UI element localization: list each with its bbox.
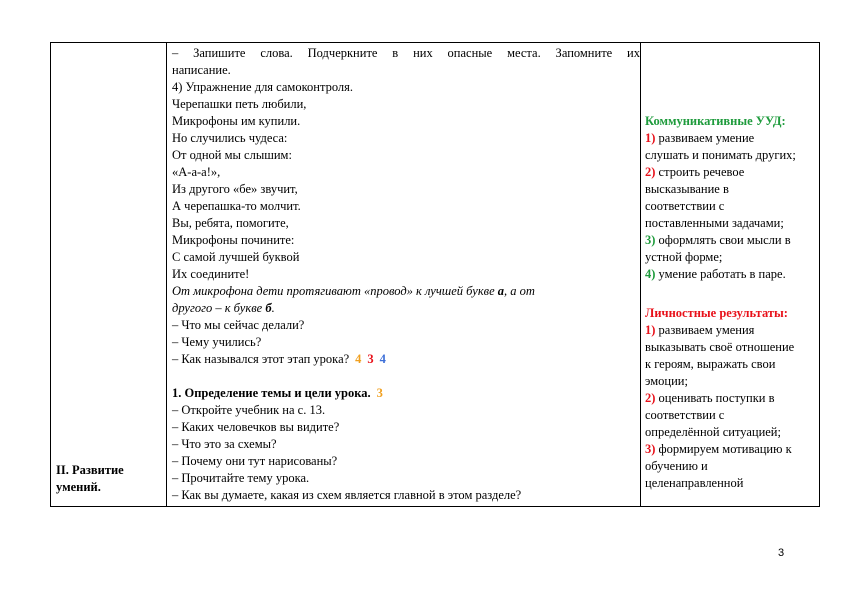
uud-item-line: выказывать своё отношение: [645, 340, 795, 354]
poem-line: Черепашки петь любили,: [172, 97, 307, 111]
text-line: написание.: [172, 63, 231, 77]
lesson-table: [50, 42, 820, 507]
uud-item: 2) строить речевое: [645, 165, 745, 179]
uud-item-line: целенаправленной: [645, 476, 744, 490]
communicative-uud-title: Коммуникативные УУД:: [645, 114, 786, 128]
question-line: – Прочитайте тему урока.: [172, 471, 310, 485]
uud-item: 1) развиваем умения: [645, 323, 755, 337]
question-line: – Почему они тут нарисованы?: [172, 454, 338, 468]
question-line: – Как назывался этот этап урока? 4 3 4: [172, 352, 386, 366]
uud-item: 1) развиваем умение: [645, 131, 755, 145]
rating-number: 3: [367, 352, 374, 366]
instruction-line: другого – к букве б.: [172, 301, 275, 315]
rating-number: 3: [376, 386, 383, 400]
stage-column: [56, 43, 166, 506]
poem-line: Но случились чудеса:: [172, 131, 288, 145]
personal-results-title: Личностные результаты:: [645, 306, 788, 320]
poem-line: От одной мы слышим:: [172, 148, 292, 162]
rating-number: 4: [379, 352, 386, 366]
column-divider: [640, 43, 641, 506]
stage-title: II. Развитие умений.: [56, 463, 124, 494]
uud-item-line: соответствии с: [645, 199, 725, 213]
question-line: – Что это за схемы?: [172, 437, 277, 451]
uud-column: [645, 43, 817, 492]
question-line: – Как вы думаете, какая из схем является главной в этом разделе?: [172, 488, 522, 502]
content-column: [172, 45, 640, 504]
uud-item: 3) оформлять свои мысли в: [645, 233, 791, 247]
question-line: – Откройте учебник на с. 13.: [172, 403, 326, 417]
uud-item-line: высказывание в: [645, 182, 729, 196]
instruction-line: От микрофона дети протягивают «провод» к лучшей букве а, а от: [172, 284, 535, 298]
poem-line: Из другого «бе» звучит,: [172, 182, 298, 196]
column-divider: [166, 43, 167, 506]
uud-item-line: соответствии с: [645, 408, 725, 422]
rating-number: 4: [355, 352, 362, 366]
uud-item-line: к героям, выражать свои: [645, 357, 776, 371]
uud-item-line: определённой ситуацией;: [645, 425, 781, 439]
uud-item-line: устной форме;: [645, 250, 723, 264]
uud-item: 3) формируем мотивацию к: [645, 442, 792, 456]
poem-line: Их соедините!: [172, 267, 250, 281]
uud-item-line: обучению и: [645, 459, 708, 473]
poem: [172, 96, 640, 283]
poem-line: Вы, ребята, помогите,: [172, 216, 289, 230]
uud-item: 2) оценивать поступки в: [645, 391, 775, 405]
text-line: – Запишите слова. Подчеркните в них опасные места. Запомните их: [172, 46, 640, 60]
poem-line: «А-а-а!»,: [172, 165, 221, 179]
poem-line: С самой лучшей буквой: [172, 250, 300, 264]
question-line: – Каких человечков вы видите?: [172, 420, 340, 434]
question-line: – Чему учились?: [172, 335, 262, 349]
section-heading: 1. Определение темы и цели урока. 3: [172, 386, 383, 400]
page-number: 3: [778, 547, 785, 559]
uud-item: 4) умение работать в паре.: [645, 267, 786, 281]
uud-item-line: эмоции;: [645, 374, 688, 388]
text-line: 4) Упражнение для самоконтроля.: [172, 80, 354, 94]
poem-line: Микрофоны им купили.: [172, 114, 301, 128]
uud-item-line: поставленными задачами;: [645, 216, 784, 230]
uud-item-line: слушать и понимать других;: [645, 148, 796, 162]
question-line: – Что мы сейчас делали?: [172, 318, 305, 332]
poem-line: А черепашка-то молчит.: [172, 199, 301, 213]
poem-line: Микрофоны почините:: [172, 233, 295, 247]
